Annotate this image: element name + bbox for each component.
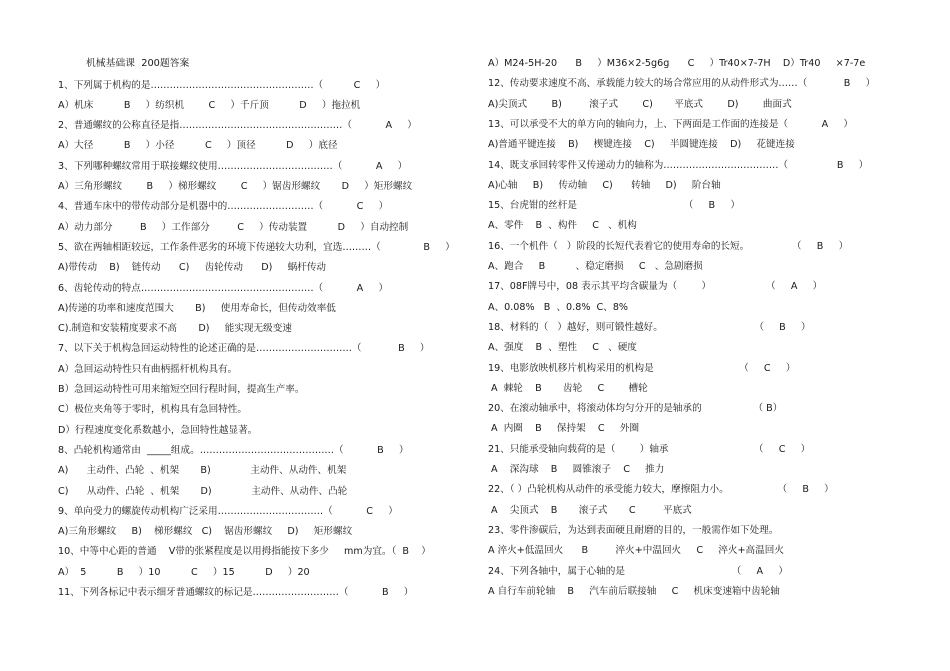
left-line: 6、齿轮传动的特点………………………………………………（ A ）	[58, 282, 389, 294]
left-line: B）急回运动特性可用来缩短空回行程时间，提高生产率。	[58, 384, 305, 395]
left-line: 3、下列哪种螺纹常用于联接螺纹使用………………………………（ A ）	[58, 160, 408, 172]
left-line: D）行程速度变化系数越小，急回特性越显著。	[58, 424, 258, 436]
left-line: 5、欲在两轴相距较远，工作条件恶劣的环境下传递较大功利，宜选………（ B ）	[58, 241, 455, 253]
left-line: C).制造和安装精度要求不高 D) 能实现无级变速	[58, 323, 292, 335]
right-line: 15、台虎钳的丝杆是 （ B ）	[488, 200, 740, 212]
right-line: 16、一个机件（ ）阶段的长短代表着它的使用寿命的长短。 （ B ）	[488, 240, 849, 252]
left-line: 7、以下关于机构急回运动特性的论述正确的是…………………………（ B ）	[58, 343, 430, 355]
right-line: A 淬火+低温回火 B 淬火+中温回火 C 淬火+高温回火	[488, 545, 784, 557]
left-line: C) 从动件、凸轮 、机架 D) 主动件、从动件、凸轮	[58, 485, 348, 497]
right-line: 24、下列各轴中，属于心轴的是 （ A ）	[488, 565, 788, 577]
right-line: 22、（ ）凸轮机构从动件的承受能力较大，摩擦阻力小。 （ B ）	[488, 484, 834, 496]
right-line: A)心轴 B) 传动轴 C) 转轴 D) 阶台轴	[488, 179, 721, 191]
right-line: 14、既支承回转零件又传递动力的轴称为………………………………（ B ）	[488, 159, 869, 171]
left-line: C）极位夹角等于零时，机构具有急回特性。	[58, 404, 247, 416]
left-line: A)三角形螺纹 B) 梯形螺纹 C) 锯齿形螺纹 D) 矩形螺纹	[58, 526, 353, 538]
left-line: A） 5 B ）10 C ）15 D ）20	[58, 566, 310, 578]
right-line: A）M24-5H-20 B ）M36×2-5g6g C ）Tr40×7-7H D）Tr40 ×7-7e	[488, 58, 866, 69]
left-line: A) 主动件、凸轮 、机架 B) 主动件、从动件、机架	[58, 465, 347, 477]
left-line: A）三角形螺纹 B ）梯形螺纹 C ）锯齿形螺纹 D ）矩形螺纹	[58, 181, 413, 192]
right-line: 18、材料的（ ）越好，则可锻性越好。 （ B ）	[488, 321, 811, 333]
left-line: A）机床 B ）纺织机 C ）千斤顶 D ）拖拉机	[58, 99, 361, 111]
right-line: 21、只能承受轴向载荷的是（ ）轴承 （ C ）	[488, 443, 811, 455]
left-line: A)传递的功率和速度范围大 B) 使用寿命长，但传动效率低	[58, 302, 336, 314]
right-line: 20、在滚动轴承中，将滚动体均匀分开的是轴承的 （ B）	[488, 403, 783, 415]
right-line: A 自行车前轮轴 B 汽车前后联接轴 C 机床变速箱中齿轮轴	[488, 585, 780, 597]
left-line: A）动力部分 B ）工作部分 C ）传动装置 D ）自动控制	[58, 221, 409, 233]
left-line: A）急回运动特性只有曲柄摇杆机构具有。	[58, 363, 238, 375]
right-line: A、强度 B 、塑性 C 、硬度	[488, 342, 637, 354]
right-line: A)普通平键连接 B) 楔键连接 C) 半圆键连接 D) 花键连接	[488, 139, 795, 151]
left-line: 1、下列属于机构的是……………………………………………（ C ）	[58, 79, 386, 91]
left-line: 8、凸轮机构通常由 _____组成。……………………………………（ B ）	[58, 444, 409, 456]
right-line: 23、零件渗碳后，为达到表面硬且耐磨的目的，一般需作如下处理。	[488, 524, 779, 536]
right-line: A、零件 B 、构件 C 、机构	[488, 220, 637, 232]
right-line: 13、可以承受不大的单方向的轴向力，上、下两面是工作面的连接是（ A ）	[488, 118, 853, 130]
left-line: 2、普通螺纹的公称直径是指……………………………………………（ A ）	[58, 120, 417, 132]
left-line: A）大径 B ）小径 C ）顶径 D ）底径	[58, 140, 338, 152]
left-line: 9、单向受力的螺旋传动机构广泛采用……………………………（ C ）	[58, 505, 398, 517]
right-line: A 内圈 B 保持架 C 外圈	[488, 423, 640, 435]
left-line: 10、中等中心距的普通 V带的张紧程度是以用拇指能按下多少 mm为宜。（ B ）	[58, 546, 431, 558]
left-line: 11、下列各标记中表示细牙普通螺纹的标记是………………………（ B ）	[58, 587, 414, 598]
right-line: 17、08F牌号中，08 表示其平均含碳量为（ ） （ A ）	[488, 281, 823, 293]
right-line: 19、电影放映机移片机构采用的机构是 （ C ）	[488, 362, 796, 374]
right-line: A 棘轮 B 齿轮 C 槽轮	[488, 382, 648, 394]
document-title: 机械基础课 200题答案	[86, 58, 190, 69]
right-line: A 尖顶式 B 滚子式 C 平底式	[488, 504, 692, 516]
left-line: A)带传动 B) 链传动 C) 齿轮传动 D) 蜗杆传动	[58, 262, 327, 274]
right-line: A)尖顶式 B) 滚子式 C) 平底式 D) 曲面式	[488, 98, 792, 110]
right-line: 12、传动要求速度不高、承载能力较大的场合常应用的从动件形式为……（ B ）	[488, 78, 876, 90]
left-line: 4、普通车床中的带传动部分是机器中的………………………（ C ）	[58, 201, 389, 213]
right-line: A 深沟球 B 圆锥滚子 C 推力	[488, 464, 665, 475]
right-line: A、跑合 B 、稳定磨损 C 、急剧磨损	[488, 261, 703, 272]
right-line: A、0.08% B 、0.8% C、8%	[488, 301, 629, 313]
